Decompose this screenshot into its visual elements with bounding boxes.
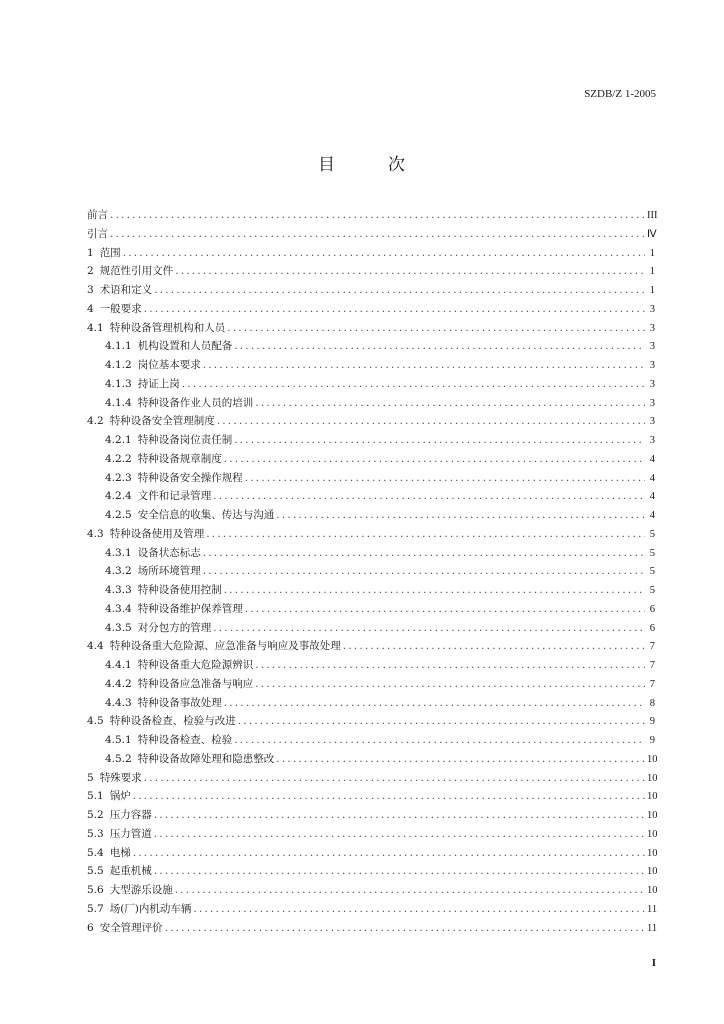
toc-entry[interactable] bbox=[87, 282, 655, 301]
toc-entry-number: 4.3.3 bbox=[105, 584, 132, 596]
title-char-1: 目 bbox=[318, 155, 336, 175]
toc-entry-page: 3 bbox=[649, 435, 655, 446]
toc-entry[interactable] bbox=[87, 488, 655, 507]
toc-entry[interactable] bbox=[87, 545, 655, 564]
toc-entry-page: 10 bbox=[647, 772, 658, 784]
toc-dot-leader bbox=[234, 340, 645, 352]
toc-entry[interactable] bbox=[87, 695, 655, 714]
toc-entry-page: 7 bbox=[649, 641, 655, 653]
toc-entry-label: 持证上岗 bbox=[137, 377, 180, 390]
toc-dot-leader bbox=[154, 809, 645, 821]
toc-entry[interactable] bbox=[87, 807, 658, 826]
toc-entry-number: 4.5.1 bbox=[105, 734, 132, 746]
toc-entry-number: 4.3 bbox=[87, 527, 104, 540]
toc-entry-number: 4.2.1 bbox=[105, 434, 132, 446]
toc-entry-number: 4.3.4 bbox=[105, 602, 132, 615]
toc-entry-label: 机构设置和人员配备 bbox=[137, 340, 233, 353]
toc-dot-leader bbox=[255, 678, 645, 690]
toc-entry-number: 4.3.2 bbox=[105, 565, 132, 578]
toc-dot-leader bbox=[276, 509, 645, 521]
toc-entry-number: 4.2.2 bbox=[105, 452, 132, 465]
toc-entry-number: 4.1 bbox=[87, 321, 104, 334]
toc-entry-label: 对分包方的管理 bbox=[137, 621, 212, 634]
toc-entry-label: 引言 bbox=[87, 227, 108, 240]
toc-dot-leader bbox=[165, 922, 645, 934]
toc-dot-leader bbox=[133, 790, 645, 802]
title-char-2: 次 bbox=[388, 155, 406, 175]
toc-entry-label: 一般要求 bbox=[99, 302, 142, 315]
toc-entry-label: 特种设备应急准备与响应 bbox=[137, 677, 254, 690]
toc-entry[interactable] bbox=[87, 582, 655, 601]
toc-entry-number: 4.1.4 bbox=[105, 396, 132, 409]
toc-entry-number: 4.2 bbox=[87, 415, 104, 428]
toc-entry[interactable] bbox=[87, 451, 655, 470]
toc-entry-page: 3 bbox=[649, 303, 655, 315]
toc-entry-label: 范围 bbox=[99, 246, 121, 259]
toc-entry-label: 特殊要求 bbox=[99, 771, 142, 784]
toc-dot-leader bbox=[224, 697, 645, 709]
toc-entry-number: 4.3.5 bbox=[105, 621, 132, 634]
toc-entry[interactable] bbox=[87, 882, 658, 901]
toc-dot-leader bbox=[175, 265, 645, 277]
toc-entry[interactable] bbox=[87, 676, 655, 695]
toc-entry-page: 11 bbox=[647, 903, 658, 915]
toc-entry-label: 压力管道 bbox=[109, 827, 152, 840]
page-number: I bbox=[651, 957, 656, 969]
toc-entry-label: 特种设备作业人员的培训 bbox=[137, 396, 254, 409]
toc-entry[interactable] bbox=[87, 713, 655, 732]
toc-entry-number: 4.1.3 bbox=[105, 377, 132, 390]
toc-entry-page: 3 bbox=[649, 360, 655, 371]
toc-entry-number: 5.5 bbox=[87, 865, 104, 878]
toc-entry-page: 6 bbox=[649, 603, 655, 615]
toc-dot-leader bbox=[193, 903, 645, 915]
toc-entry[interactable] bbox=[87, 301, 655, 320]
toc-entry-page: 1 bbox=[649, 247, 655, 259]
toc-entry-page: 11 bbox=[647, 922, 658, 934]
toc-entry-page: 1 bbox=[649, 285, 655, 296]
toc-dot-leader bbox=[245, 472, 645, 484]
toc-entry-label: 设备状态标志 bbox=[137, 546, 201, 559]
toc-dot-leader bbox=[234, 734, 645, 746]
toc-entry-page: 1 bbox=[649, 266, 655, 278]
toc-dot-leader bbox=[255, 397, 645, 409]
toc-entry-page: 3 bbox=[649, 397, 655, 409]
toc-dot-leader bbox=[203, 359, 645, 371]
toc-entry-label: 特种设备使用控制 bbox=[137, 584, 222, 596]
toc-entry-number: 5 bbox=[87, 771, 94, 784]
toc-entry[interactable] bbox=[87, 826, 658, 845]
toc-entry-number: 4.2.4 bbox=[105, 490, 132, 503]
toc-dot-leader bbox=[224, 584, 645, 596]
toc-entry-page: III bbox=[647, 210, 658, 221]
toc-dot-leader bbox=[255, 659, 645, 671]
toc-entry[interactable] bbox=[87, 526, 655, 545]
toc-entry[interactable] bbox=[87, 413, 655, 432]
toc-dot-leader bbox=[245, 603, 645, 615]
toc-entry-page: 4 bbox=[649, 453, 655, 465]
toc-entry-page: 10 bbox=[647, 791, 658, 803]
toc-dot-leader bbox=[110, 228, 645, 240]
document-code: SZDB/Z 1-2005 bbox=[584, 88, 656, 100]
toc-entry[interactable] bbox=[87, 338, 655, 357]
toc-entry-label: 特种设备事故处理 bbox=[137, 696, 222, 709]
toc-entry-label: 规范性引用文件 bbox=[99, 265, 174, 278]
toc-entry[interactable] bbox=[87, 601, 655, 620]
toc-entry-number: 5.3 bbox=[87, 827, 104, 840]
toc-entry-label: 特种设备故障处理和隐患整改 bbox=[137, 752, 275, 765]
toc-entry[interactable] bbox=[87, 563, 655, 582]
toc-entry-page: 3 bbox=[649, 322, 655, 334]
toc-entry-number: 4.4 bbox=[87, 640, 104, 653]
toc-entry-page: 10 bbox=[647, 866, 658, 878]
toc-entry-label: 特种设备安全操作规程 bbox=[137, 471, 243, 484]
toc-dot-leader bbox=[217, 415, 645, 427]
toc-entry-page: 10 bbox=[647, 810, 658, 821]
toc-entry-label: 文件和记录管理 bbox=[137, 490, 212, 503]
toc-entry-label: 岗位基本要求 bbox=[137, 359, 201, 371]
toc-entry-label: 特种设备检查、检验与改进 bbox=[109, 715, 236, 728]
toc-entry-page: 3 bbox=[649, 341, 655, 353]
toc-entry-number: 4.4.3 bbox=[105, 696, 132, 709]
toc-entry-number: 3 bbox=[87, 284, 94, 296]
toc-entry[interactable] bbox=[87, 470, 655, 489]
toc-entry-page: 8 bbox=[649, 697, 655, 709]
toc-entry-number: 4.3.1 bbox=[105, 546, 132, 559]
toc-entry-number: 4.1.2 bbox=[105, 359, 132, 371]
toc-entry-number: 2 bbox=[87, 265, 94, 278]
toc-entry-label: 特种设备规章制度 bbox=[137, 452, 222, 465]
toc-dot-leader bbox=[182, 378, 645, 390]
toc-entry-number: 5.4 bbox=[87, 846, 104, 859]
toc-entry-label: 安全信息的收集、传达与沟通 bbox=[137, 509, 275, 521]
toc-entry-label: 特种设备管理机构和人员 bbox=[109, 321, 226, 334]
toc-dot-leader bbox=[276, 753, 645, 765]
toc-dot-leader bbox=[238, 715, 645, 727]
toc-entry-number: 4.5 bbox=[87, 715, 104, 728]
toc-entry-label: 特种设备安全管理制度 bbox=[109, 415, 215, 428]
toc-entry-page: 10 bbox=[647, 885, 658, 896]
toc-entry-page: 10 bbox=[647, 847, 658, 859]
toc-dot-leader bbox=[154, 828, 645, 840]
toc-dot-leader bbox=[213, 622, 645, 634]
toc-entry-number: 4.4.1 bbox=[105, 659, 132, 671]
toc-dot-leader bbox=[224, 453, 645, 465]
toc-dot-leader bbox=[144, 772, 645, 784]
toc-entry-page: 10 bbox=[647, 828, 658, 840]
toc-entry[interactable] bbox=[87, 920, 658, 939]
toc-entry[interactable] bbox=[87, 376, 655, 395]
toc-entry-label: 场(厂)内机动车辆 bbox=[109, 902, 192, 915]
toc-entry-page: 3 bbox=[649, 378, 655, 390]
toc-entry[interactable] bbox=[87, 263, 655, 282]
toc-entry-label: 特种设备重大危险源、应急准备与响应及事故处理 bbox=[109, 640, 341, 653]
toc-entry-number: 4 bbox=[87, 302, 94, 315]
toc-dot-leader bbox=[213, 490, 645, 502]
toc-entry[interactable] bbox=[87, 226, 655, 245]
toc-dot-leader bbox=[133, 847, 645, 859]
toc-entry-page: 5 bbox=[649, 566, 655, 578]
toc-entry-number: 5.2 bbox=[87, 809, 104, 821]
toc-dot-leader bbox=[123, 247, 645, 259]
toc-entry[interactable] bbox=[87, 751, 658, 770]
toc-entry-number: 4.1.1 bbox=[105, 340, 132, 353]
toc-entry[interactable] bbox=[87, 207, 658, 226]
toc-dot-leader bbox=[206, 528, 645, 540]
toc-entry-label: 特种设备岗位责任制 bbox=[137, 434, 233, 446]
toc-entry-label: 术语和定义 bbox=[99, 284, 153, 296]
toc-entry[interactable] bbox=[87, 863, 658, 882]
toc-entry-page: 7 bbox=[649, 678, 655, 690]
toc-entry-number: 1 bbox=[87, 246, 94, 259]
toc-entry-page: 4 bbox=[649, 491, 655, 503]
toc-entry-number: 5.1 bbox=[87, 790, 104, 803]
toc-entry-page: 10 bbox=[647, 753, 658, 765]
toc-entry[interactable] bbox=[87, 432, 655, 451]
toc-entry[interactable] bbox=[87, 901, 658, 920]
toc-entry-label: 特种设备使用及管理 bbox=[109, 527, 205, 540]
toc-entry[interactable] bbox=[87, 357, 655, 376]
toc-entry-number: 4.2.5 bbox=[105, 509, 132, 521]
page-title bbox=[0, 150, 724, 175]
toc-entry-label: 大型游乐设施 bbox=[109, 884, 173, 896]
toc-entry-page: 9 bbox=[649, 735, 655, 746]
toc-entry-page: 5 bbox=[649, 528, 655, 540]
toc-entry-number: 5.7 bbox=[87, 902, 104, 915]
toc-entry-page: Ⅳ bbox=[647, 228, 657, 240]
toc-dot-leader bbox=[154, 865, 645, 877]
toc-dot-leader bbox=[144, 303, 645, 315]
toc-entry-page: 5 bbox=[649, 547, 655, 559]
toc-dot-leader bbox=[154, 284, 645, 296]
toc-dot-leader bbox=[203, 547, 645, 559]
toc-entry-page: 9 bbox=[649, 716, 655, 728]
toc-entry-label: 起重机械 bbox=[109, 865, 152, 878]
toc-entry[interactable] bbox=[87, 395, 655, 414]
toc-entry[interactable] bbox=[87, 320, 655, 339]
toc-entry-number: 4.4.2 bbox=[105, 677, 132, 690]
toc-entry[interactable] bbox=[87, 788, 658, 807]
toc-dot-leader bbox=[110, 209, 645, 221]
toc-entry-label: 场所环境管理 bbox=[137, 565, 201, 578]
toc-entry-page: 3 bbox=[649, 416, 655, 428]
toc-entry[interactable] bbox=[87, 732, 655, 751]
toc-entry[interactable] bbox=[87, 245, 655, 264]
toc-entry-number: 5.6 bbox=[87, 884, 104, 896]
toc-dot-leader bbox=[343, 640, 645, 652]
toc-entry[interactable] bbox=[87, 507, 655, 526]
toc-dot-leader bbox=[175, 884, 645, 896]
toc-dot-leader bbox=[203, 565, 645, 577]
toc-entry-label: 特种设备重大危险源辨识 bbox=[137, 659, 254, 671]
toc-entry[interactable] bbox=[87, 638, 655, 657]
toc-entry-label: 压力容器 bbox=[109, 809, 152, 821]
toc-entry-page: 5 bbox=[649, 585, 655, 596]
toc-entry-number: 6 bbox=[87, 921, 94, 934]
toc-entry-number: 4.5.2 bbox=[105, 752, 132, 765]
toc-entry-label: 前言 bbox=[87, 209, 108, 221]
toc-entry[interactable] bbox=[87, 620, 655, 639]
toc-entry-label: 特种设备维护保养管理 bbox=[137, 602, 243, 615]
toc-dot-leader bbox=[234, 434, 645, 446]
toc-entry-label: 电梯 bbox=[109, 846, 131, 859]
toc-entry-label: 锅炉 bbox=[109, 790, 131, 803]
toc-entry[interactable] bbox=[87, 845, 658, 864]
toc-entry[interactable] bbox=[87, 770, 658, 789]
toc-entry-page: 7 bbox=[649, 660, 655, 671]
toc-entry-label: 安全管理评价 bbox=[99, 921, 163, 934]
toc-entry-page: 4 bbox=[649, 510, 655, 521]
toc-entry-label: 特种设备检查、检验 bbox=[137, 734, 233, 746]
toc-entry-number: 4.2.3 bbox=[105, 471, 132, 484]
table-of-contents bbox=[87, 207, 658, 938]
toc-entry[interactable] bbox=[87, 657, 655, 676]
toc-entry-page: 6 bbox=[649, 622, 655, 634]
toc-entry-page: 4 bbox=[649, 472, 655, 484]
toc-dot-leader bbox=[227, 322, 645, 334]
